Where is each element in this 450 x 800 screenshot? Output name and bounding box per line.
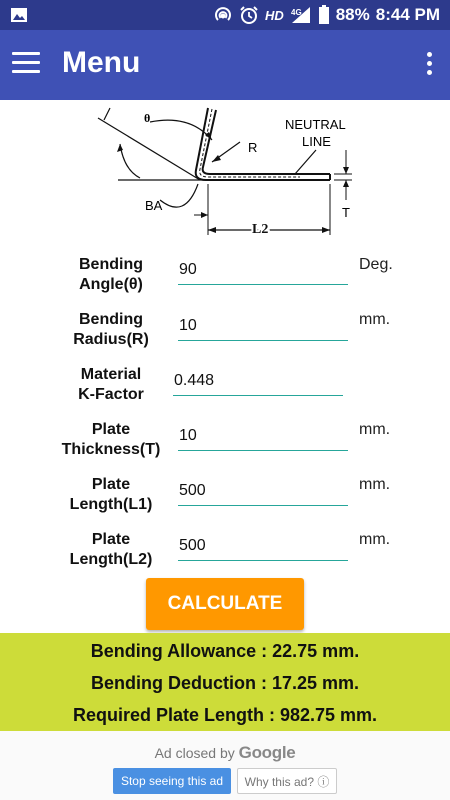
app-bar <box>0 30 450 100</box>
plate-thickness-row <box>0 418 450 473</box>
l2-label: L2 <box>252 222 269 237</box>
status-bar <box>0 0 450 30</box>
bending-allowance-result: Bending Allowance : 22.75 mm. <box>90 641 360 661</box>
hamburger-menu-icon[interactable] <box>12 52 40 76</box>
plate-thickness-unit: mm. <box>359 421 391 438</box>
status-icons <box>213 0 440 30</box>
radius-label: R <box>248 140 258 155</box>
plate-length-l2-unit: mm. <box>359 531 391 548</box>
battery-level: 88% <box>335 5 370 24</box>
ad-closed-label: Ad closed by <box>154 745 235 761</box>
bending-deduction-result: Bending Deduction : 17.25 mm. <box>90 673 360 693</box>
results-panel <box>0 633 450 731</box>
bending-radius-unit: mm. <box>359 311 391 328</box>
plate-length-l2-input[interactable] <box>178 531 348 561</box>
bending-angle-unit: Deg. <box>359 256 393 273</box>
page-title: Menu <box>62 46 141 79</box>
plate-length-l2-row <box>0 528 450 583</box>
plate-thickness-label: Plate Thickness(T) <box>61 421 161 458</box>
clock: 8:44 PM <box>375 5 440 24</box>
plate-length-l1-row <box>0 473 450 528</box>
plate-length-l2-label: Plate Length(L2) <box>69 531 153 568</box>
calculate-button[interactable]: CALCULATE <box>146 578 304 630</box>
neutral-line-label-2: LINE <box>302 134 331 149</box>
bending-radius-input[interactable] <box>178 311 348 341</box>
k-factor-label: Material K-Factor <box>78 366 144 403</box>
signal-icon <box>290 6 312 24</box>
ad-closed-text <box>0 743 450 763</box>
bend-diagram <box>90 100 370 250</box>
bending-radius-row <box>0 308 450 363</box>
image-notification-icon <box>10 6 28 24</box>
plate-length-l1-label: Plate Length(L1) <box>69 476 153 513</box>
hotspot-icon <box>213 6 233 24</box>
alarm-icon <box>239 5 259 25</box>
ba-label: BA <box>145 198 163 213</box>
hd-indicator: HD <box>264 7 284 23</box>
neutral-line-label-1: NEUTRAL <box>285 117 346 132</box>
plate-thickness-input[interactable] <box>178 421 348 451</box>
google-logo: Google <box>238 743 296 762</box>
thickness-label: T <box>342 205 350 220</box>
ad-area <box>0 731 450 800</box>
bending-radius-label: Bending Radius(R) <box>73 311 149 348</box>
bending-angle-label: Bending Angle(θ) <box>79 256 143 293</box>
k-factor-input[interactable] <box>173 366 343 396</box>
why-this-ad-button[interactable]: Why this ad? ⓘ <box>237 768 337 794</box>
stop-seeing-ad-button[interactable]: Stop seeing this ad <box>113 768 231 794</box>
k-factor-row <box>0 363 450 418</box>
theta-label: θ <box>144 111 151 125</box>
bending-angle-row <box>0 253 450 308</box>
overflow-menu-icon[interactable] <box>424 52 434 78</box>
network-type: 4G <box>290 8 302 17</box>
required-length-result: Required Plate Length : 982.75 mm. <box>72 705 378 725</box>
plate-length-l1-input[interactable] <box>178 476 348 506</box>
plate-length-l1-unit: mm. <box>359 476 391 493</box>
battery-icon <box>318 5 330 25</box>
bending-angle-input[interactable] <box>178 255 348 285</box>
